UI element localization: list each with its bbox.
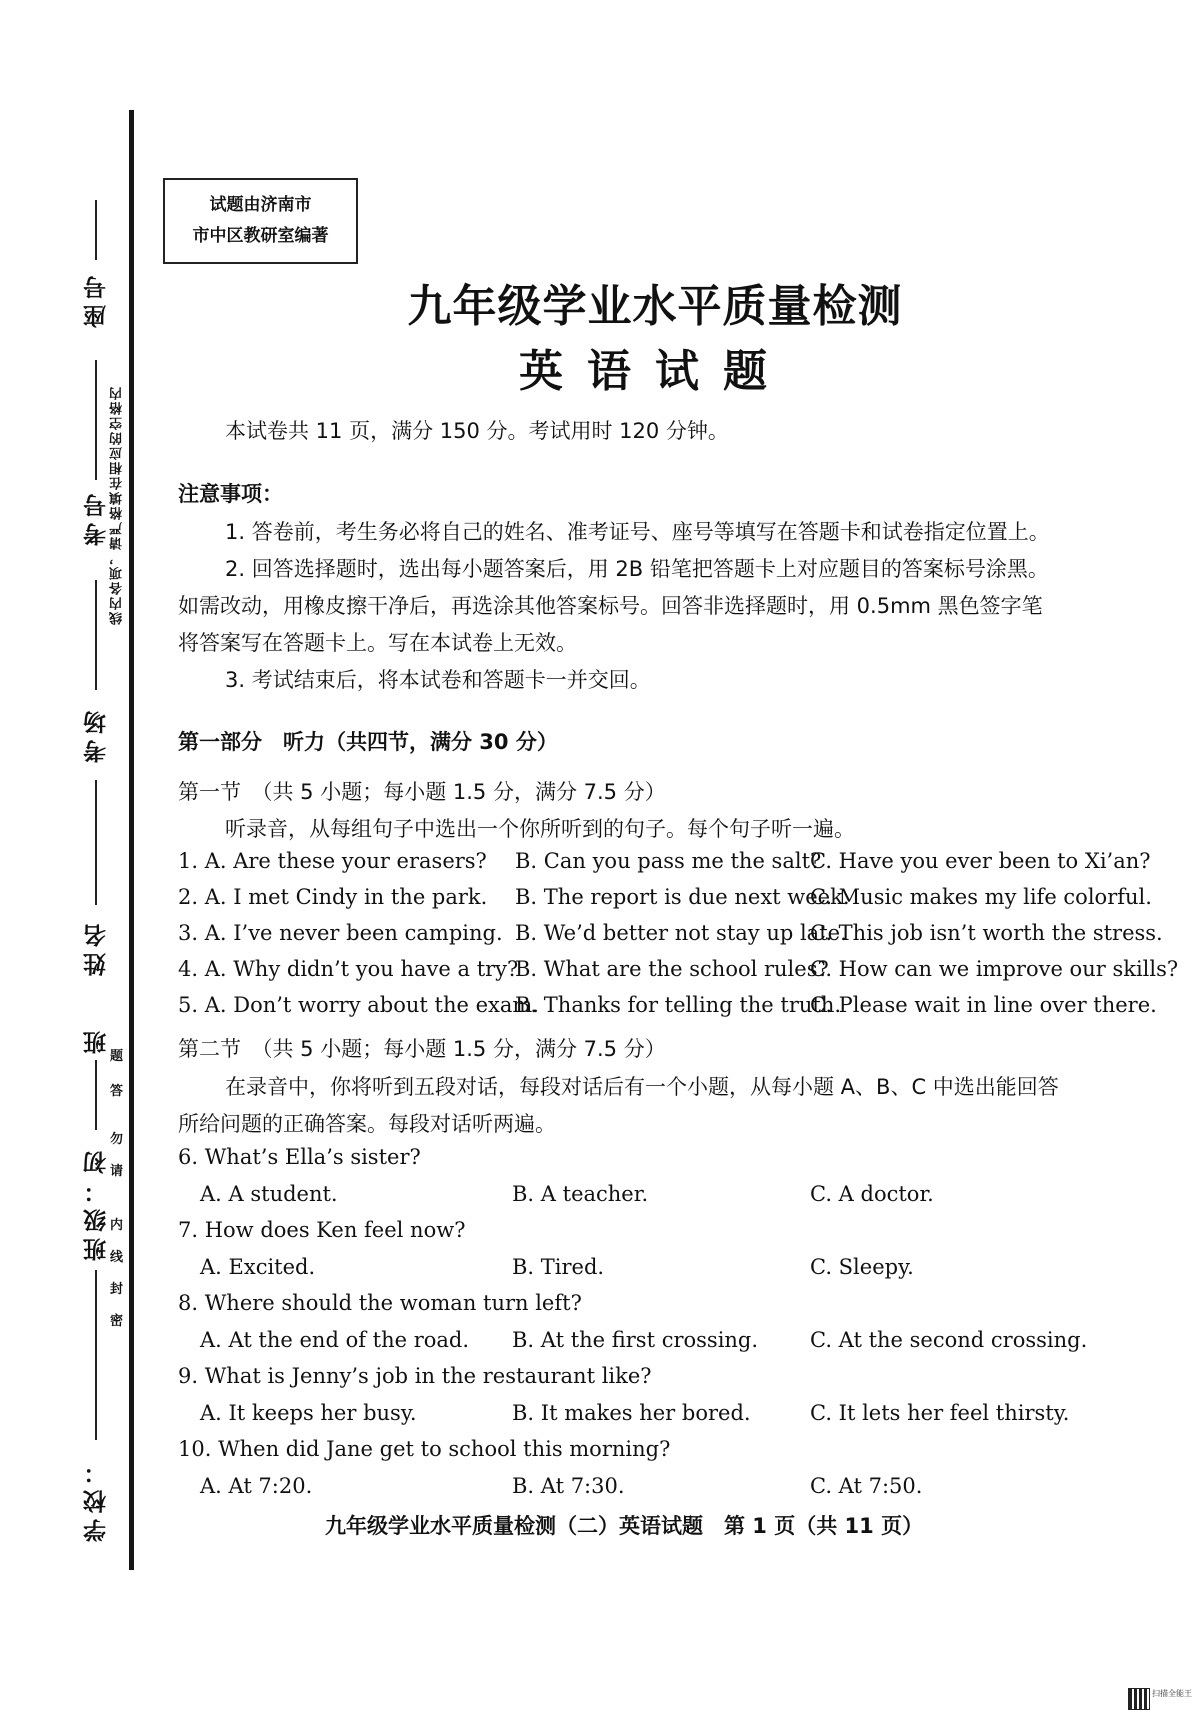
note-item-2b: 如需改动，用橡皮擦干净后，再选涂其他答案标号。回答非选择题时，用 0.5mm 黑色签字笔 [178, 594, 1043, 618]
section2-instruction-b: 所给问题的正确答案。每段对话听两遍。 [178, 1112, 556, 1136]
q8-stem: 8. Where should the woman turn left? [178, 1291, 582, 1315]
school-blank [95, 1270, 97, 1440]
class-blank [95, 1060, 97, 1130]
margin-instruction: 线内各项，请严格填在相应的空格内 [110, 385, 125, 625]
q3-option-b: B. We’d better not stay up late. [515, 921, 847, 945]
q6-option-a: A. A student. [200, 1182, 338, 1206]
q3-option-a: 3. A. I’ve never been camping. [178, 921, 503, 945]
qr-code-icon [1128, 1688, 1150, 1710]
seat-blank [95, 200, 97, 260]
q8-option-c: C. At the second crossing. [810, 1328, 1088, 1352]
seal-char: 内 [110, 1218, 126, 1233]
seal-char: 题 [110, 1049, 126, 1064]
note-item-1: 1. 答卷前，考生务必将自己的姓名、准考证号、座号等填写在答题卡和试卷指定位置上。 [225, 520, 1050, 544]
stamp-line-1: 试题由济南市 [209, 195, 312, 215]
q4-option-b: B. What are the school rules? [515, 957, 829, 981]
subject-title: 英语试题 [519, 346, 791, 397]
q10-option-b: B. At 7:30. [512, 1474, 625, 1498]
section2-instruction-a: 在录音中，你将听到五段对话，每段对话后有一个小题，从每小题 A、B、C 中选出能回答 [225, 1075, 1059, 1099]
q1-option-b: B. Can you pass me the salt? [515, 849, 822, 873]
q10-option-c: C. At 7:50. [810, 1474, 923, 1498]
q2-option-b: B. The report is due next week. [515, 885, 850, 909]
page-footer: 九年级学业水平质量检测（二）英语试题 第 1 页（共 11 页） [325, 1514, 924, 1538]
section2-heading: 第二节 （共 5 小题；每小题 1.5 分，满分 7.5 分） [178, 1037, 666, 1061]
note-item-2c: 将答案写在答题卡上。写在本试卷上无效。 [178, 631, 577, 655]
margin-class-label: 班级：初 [84, 1145, 110, 1261]
seal-char: 勿 [110, 1132, 126, 1147]
exam-intro: 本试卷共 11 页，满分 150 分。考试用时 120 分钟。 [225, 419, 729, 443]
margin-seat-label: 座号 [84, 270, 110, 328]
margin-room-label: 考场 [84, 705, 110, 763]
margin-exam-no-label: 考号 [84, 488, 110, 546]
q6-option-b: B. A teacher. [512, 1182, 649, 1206]
q6-stem: 6. What’s Ella’s sister? [178, 1145, 421, 1169]
q7-option-b: B. Tired. [512, 1255, 605, 1279]
q4-option-c: C. How can we improve our skills? [810, 957, 1179, 981]
q5-option-a: 5. A. Don’t worry about the exam. [178, 993, 539, 1017]
seal-char: 封 [110, 1282, 126, 1297]
q5-option-b: B. Thanks for telling the truth. [515, 993, 842, 1017]
q6-option-c: C. A doctor. [810, 1182, 934, 1206]
q4-option-a: 4. A. Why didn’t you have a try? [178, 957, 519, 981]
seal-char: 线 [110, 1250, 126, 1265]
q9-stem: 9. What is Jenny’s job in the restaurant like? [178, 1364, 652, 1388]
q9-option-b: B. It makes her bored. [512, 1401, 751, 1425]
part1-heading: 第一部分 听力（共四节，满分 30 分） [178, 730, 558, 754]
room-blank [95, 580, 97, 690]
margin-school-label: 学校： [84, 1455, 110, 1542]
note-item-2a: 2. 回答选择题时，选出每小题答案后，用 2B 铅笔把答题卡上对应题目的答案标号涂黑。 [225, 557, 1049, 581]
margin-name-label: 姓名 [84, 918, 110, 976]
q1-option-a: 1. A. Are these your erasers? [178, 849, 487, 873]
q7-option-c: C. Sleepy. [810, 1255, 914, 1279]
q5-option-c: C. Please wait in line over there. [810, 993, 1157, 1017]
q2-option-a: 2. A. I met Cindy in the park. [178, 885, 488, 909]
q9-option-c: C. It lets her feel thirsty. [810, 1401, 1070, 1425]
name-blank [95, 780, 97, 905]
note-item-3: 3. 考试结束后，将本试卷和答题卡一并交回。 [225, 668, 651, 692]
seal-char: 答 [110, 1084, 126, 1099]
scanner-watermark: 扫描全能王 [1152, 1689, 1192, 1698]
seal-char: 密 [110, 1314, 126, 1329]
q2-option-c: C. Music makes my life colorful. [810, 885, 1152, 909]
q7-stem: 7. How does Ken feel now? [178, 1218, 466, 1242]
q10-option-a: A. At 7:20. [200, 1474, 313, 1498]
section1-instruction: 听录音，从每组句子中选出一个你所听到的句子。每个句子听一遍。 [225, 817, 855, 841]
q8-option-b: B. At the first crossing. [512, 1328, 759, 1352]
q3-option-c: C. This job isn’t worth the stress. [810, 921, 1163, 945]
notes-heading: 注意事项： [178, 482, 283, 506]
stamp-line-2: 市中区教研室编著 [192, 226, 329, 246]
seal-char: 请 [110, 1164, 126, 1179]
q7-option-a: A. Excited. [200, 1255, 316, 1279]
section1-heading: 第一节 （共 5 小题；每小题 1.5 分，满分 7.5 分） [178, 780, 666, 804]
q8-option-a: A. At the end of the road. [200, 1328, 470, 1352]
q9-option-a: A. It keeps her busy. [200, 1401, 417, 1425]
q10-stem: 10. When did Jane get to school this morning? [178, 1437, 671, 1461]
exam-title: 九年级学业水平质量检测 [407, 281, 903, 332]
compiler-stamp [163, 178, 358, 264]
margin-class-suffix: 班 [84, 1025, 110, 1054]
q1-option-c: C. Have you ever been to Xi’an? [810, 849, 1151, 873]
